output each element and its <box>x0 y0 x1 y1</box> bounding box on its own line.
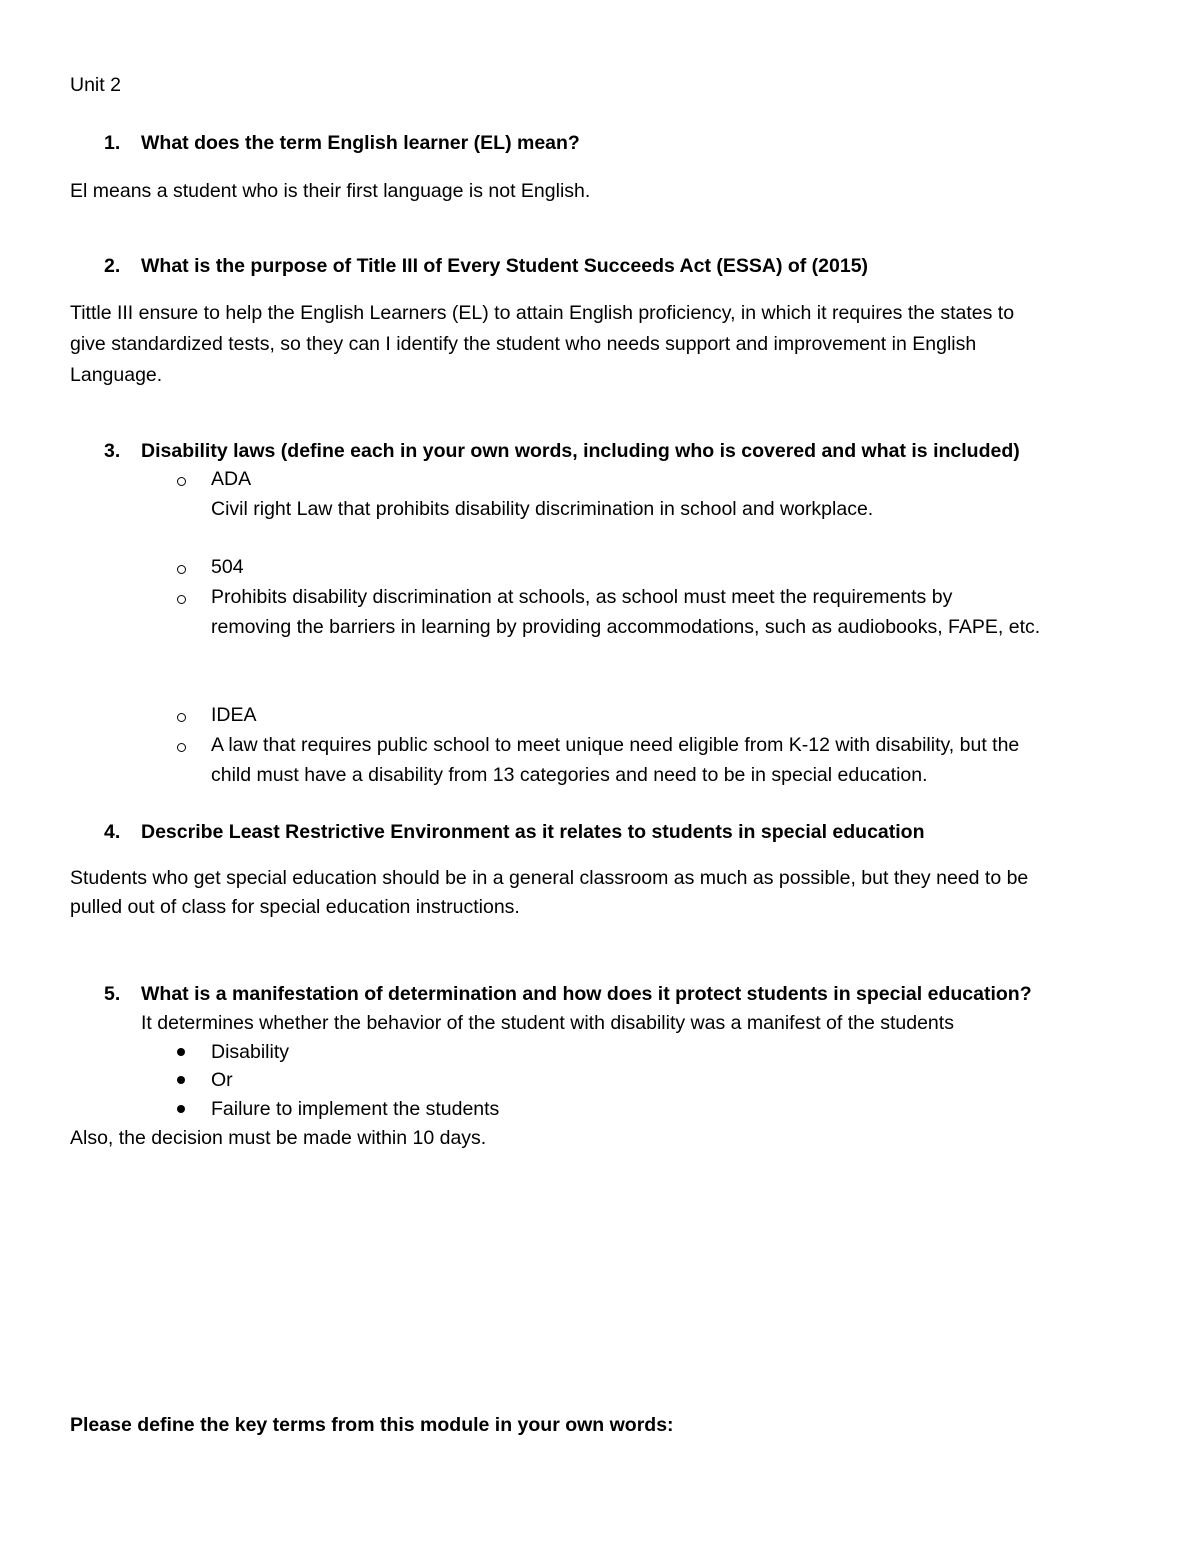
q5-bullet-item: Failure to implement the students <box>211 1098 500 1120</box>
q1-number: 1. <box>104 132 121 154</box>
ada-text: Civil right Law that prohibits disability discrimination in school and workplace. <box>211 498 874 520</box>
q4-number: 4. <box>104 821 121 843</box>
idea-text-line: A law that requires public school to meet unique need eligible from K-12 with disability, but the <box>211 734 1020 756</box>
hollow-bullet-icon <box>177 713 186 722</box>
filled-bullet-icon <box>177 1076 185 1084</box>
q4-answer-line: pulled out of class for special education instructions. <box>70 896 520 918</box>
q4-question: Describe Least Restrictive Environment as it relates to students in special education <box>141 821 925 843</box>
q1-answer: El means a student who is their first language is not English. <box>70 180 591 202</box>
unit-title: Unit 2 <box>70 74 121 96</box>
q3-number: 3. <box>104 440 121 462</box>
s504-label: 504 <box>211 556 244 578</box>
key-terms-prompt: Please define the key terms from this module in your own words: <box>70 1414 674 1436</box>
q4-answer-line: Students who get special education should be in a general classroom as much as possible, but they need to be <box>70 867 1029 889</box>
q2-answer-line: give standardized tests, so they can I identify the student who needs support and improvement in English <box>70 333 977 355</box>
q1-question: What does the term English learner (EL) mean? <box>141 132 580 154</box>
hollow-bullet-icon <box>177 477 186 486</box>
hollow-bullet-icon <box>177 565 186 574</box>
filled-bullet-icon <box>177 1105 185 1113</box>
q5-answer-intro: It determines whether the behavior of the student with disability was a manifest of the students <box>141 1012 954 1034</box>
q5-bullet-item: Disability <box>211 1041 290 1063</box>
idea-text-line: child must have a disability from 13 categories and need to be in special education. <box>211 764 928 786</box>
q5-bullet-item: Or <box>211 1069 233 1091</box>
ada-label: ADA <box>211 468 252 490</box>
filled-bullet-icon <box>177 1048 185 1056</box>
q3-question: Disability laws (define each in your own words, including who is covered and what is included) <box>141 440 1020 462</box>
q5-number: 5. <box>104 983 121 1005</box>
q5-question: What is a manifestation of determination and how does it protect students in special education? <box>141 983 1032 1005</box>
s504-text-line: removing the barriers in learning by providing accommodations, such as audiobooks, FAPE, etc. <box>211 616 1041 638</box>
hollow-bullet-icon <box>177 743 186 752</box>
idea-label: IDEA <box>211 704 257 726</box>
q2-question: What is the purpose of Title III of Every Student Succeeds Act (ESSA) of (2015) <box>141 255 869 277</box>
q2-number: 2. <box>104 255 121 277</box>
q2-answer-line: Tittle III ensure to help the English Learners (EL) to attain English proficiency, in which it requires the states to <box>70 302 1015 324</box>
q2-answer-line: Language. <box>70 364 163 386</box>
q5-answer-close: Also, the decision must be made within 10 days. <box>70 1127 487 1149</box>
s504-text-line: Prohibits disability discrimination at schools, as school must meet the requirements by <box>211 586 953 608</box>
hollow-bullet-icon <box>177 595 186 604</box>
